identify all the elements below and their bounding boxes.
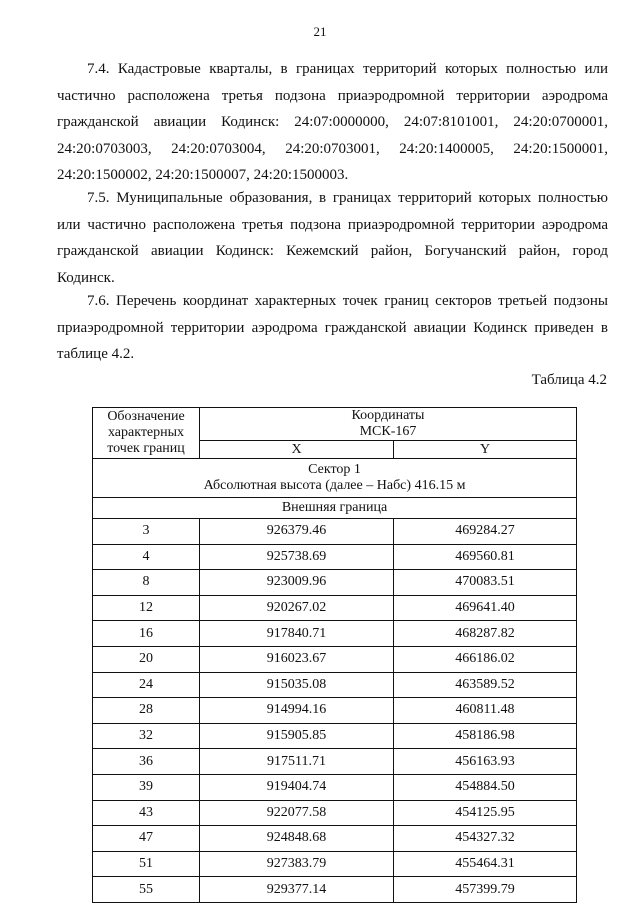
point-cell: 51: [93, 851, 200, 877]
point-cell: 24: [93, 672, 200, 698]
y-column-header: Y: [394, 441, 577, 459]
sector-header: [93, 459, 577, 498]
x-cell: 915035.08: [200, 672, 394, 698]
x-cell: 923009.96: [200, 570, 394, 596]
x-cell: 927383.79: [200, 851, 394, 877]
table-row: [93, 544, 577, 570]
y-cell: 460811.48: [394, 698, 577, 724]
coordinates-table: [92, 407, 577, 903]
paragraph-text: 7.6. Перечень координат характерных точек границ секторов третьей подзоны приаэродромной территории аэродрома гражданской авиации Кодинск приведен в таблице 4.2.: [57, 293, 608, 362]
paragraph-7-6: [57, 288, 608, 368]
x-cell: 917840.71: [200, 621, 394, 647]
x-cell: 915905.85: [200, 723, 394, 749]
point-cell: 3: [93, 519, 200, 545]
x-cell: 925738.69: [200, 544, 394, 570]
table-row: [93, 519, 577, 545]
point-cell: 8: [93, 570, 200, 596]
x-column-header: X: [200, 441, 394, 459]
paragraph-text: 7.5. Муниципальные образования, в границах территорий которых полностью или частично расположена третья подзона приаэродромной территории аэродрома гражданской авиации Кодинск: Кежемский район, Богучанский район, город Кодинск.: [57, 190, 608, 286]
paragraph-text: 7.4. Кадастровые кварталы, в границах территорий которых полностью или частично расположена третья подзона приаэродромной территории аэродрома гражданской авиации Кодинск: 24:07:0000000, 24:07:8101001, 24:20:0700001, 24:20:0703003, 24:20:0703004, 24:20:0703001, 24:20:1400005, 24:20:1500001, 24:20:1500002, 24:20:1500007, 24:20:1500003.: [57, 61, 608, 183]
coordinate-system-label: МСК-167: [359, 424, 417, 439]
coordinates-header: [200, 408, 577, 441]
table-row: [93, 877, 577, 903]
point-cell: 55: [93, 877, 200, 903]
y-cell: 458186.98: [394, 723, 577, 749]
paragraph-7-5: [57, 185, 608, 291]
x-cell: 916023.67: [200, 646, 394, 672]
x-cell: 914994.16: [200, 698, 394, 724]
table-row: [93, 749, 577, 775]
y-cell: 454125.95: [394, 800, 577, 826]
sector-altitude: Абсолютная высота (далее – Набс) 416.15 м: [203, 478, 466, 493]
table-row: [93, 570, 577, 596]
table-row: [93, 851, 577, 877]
table-row: [93, 646, 577, 672]
table-row: [93, 672, 577, 698]
point-cell: 36: [93, 749, 200, 775]
table-row: [93, 800, 577, 826]
point-cell: 28: [93, 698, 200, 724]
table-row: [93, 826, 577, 852]
point-cell: 20: [93, 646, 200, 672]
y-cell: 456163.93: [394, 749, 577, 775]
table-row: [93, 698, 577, 724]
x-cell: 920267.02: [200, 595, 394, 621]
y-cell: 457399.79: [394, 877, 577, 903]
boundary-header: Внешняя граница: [93, 498, 577, 519]
table-row: [93, 595, 577, 621]
y-cell: 454884.50: [394, 774, 577, 800]
point-cell: 16: [93, 621, 200, 647]
paragraph-7-4: [57, 56, 608, 189]
y-cell: 469560.81: [394, 544, 577, 570]
y-cell: 463589.52: [394, 672, 577, 698]
page-number: 21: [313, 24, 327, 39]
table-row: [93, 621, 577, 647]
y-cell: 470083.51: [394, 570, 577, 596]
x-cell: 919404.74: [200, 774, 394, 800]
y-cell: 469641.40: [394, 595, 577, 621]
table-row: [93, 723, 577, 749]
x-cell: 924848.68: [200, 826, 394, 852]
point-cell: 4: [93, 544, 200, 570]
points-column-header: Обозначение характерных точек границ: [93, 408, 200, 459]
coordinates-label: Координаты: [351, 408, 425, 423]
point-cell: 32: [93, 723, 200, 749]
coordinate-rows: [93, 519, 577, 903]
point-cell: 43: [93, 800, 200, 826]
y-cell: 468287.82: [394, 621, 577, 647]
y-cell: 455464.31: [394, 851, 577, 877]
point-cell: 47: [93, 826, 200, 852]
table-row: [93, 774, 577, 800]
sector-title: Сектор 1: [308, 462, 361, 477]
point-cell: 39: [93, 774, 200, 800]
x-cell: 917511.71: [200, 749, 394, 775]
table-caption: Таблица 4.2: [531, 372, 607, 388]
x-cell: 929377.14: [200, 877, 394, 903]
y-cell: 466186.02: [394, 646, 577, 672]
y-cell: 469284.27: [394, 519, 577, 545]
point-cell: 12: [93, 595, 200, 621]
y-cell: 454327.32: [394, 826, 577, 852]
x-cell: 926379.46: [200, 519, 394, 545]
x-cell: 922077.58: [200, 800, 394, 826]
